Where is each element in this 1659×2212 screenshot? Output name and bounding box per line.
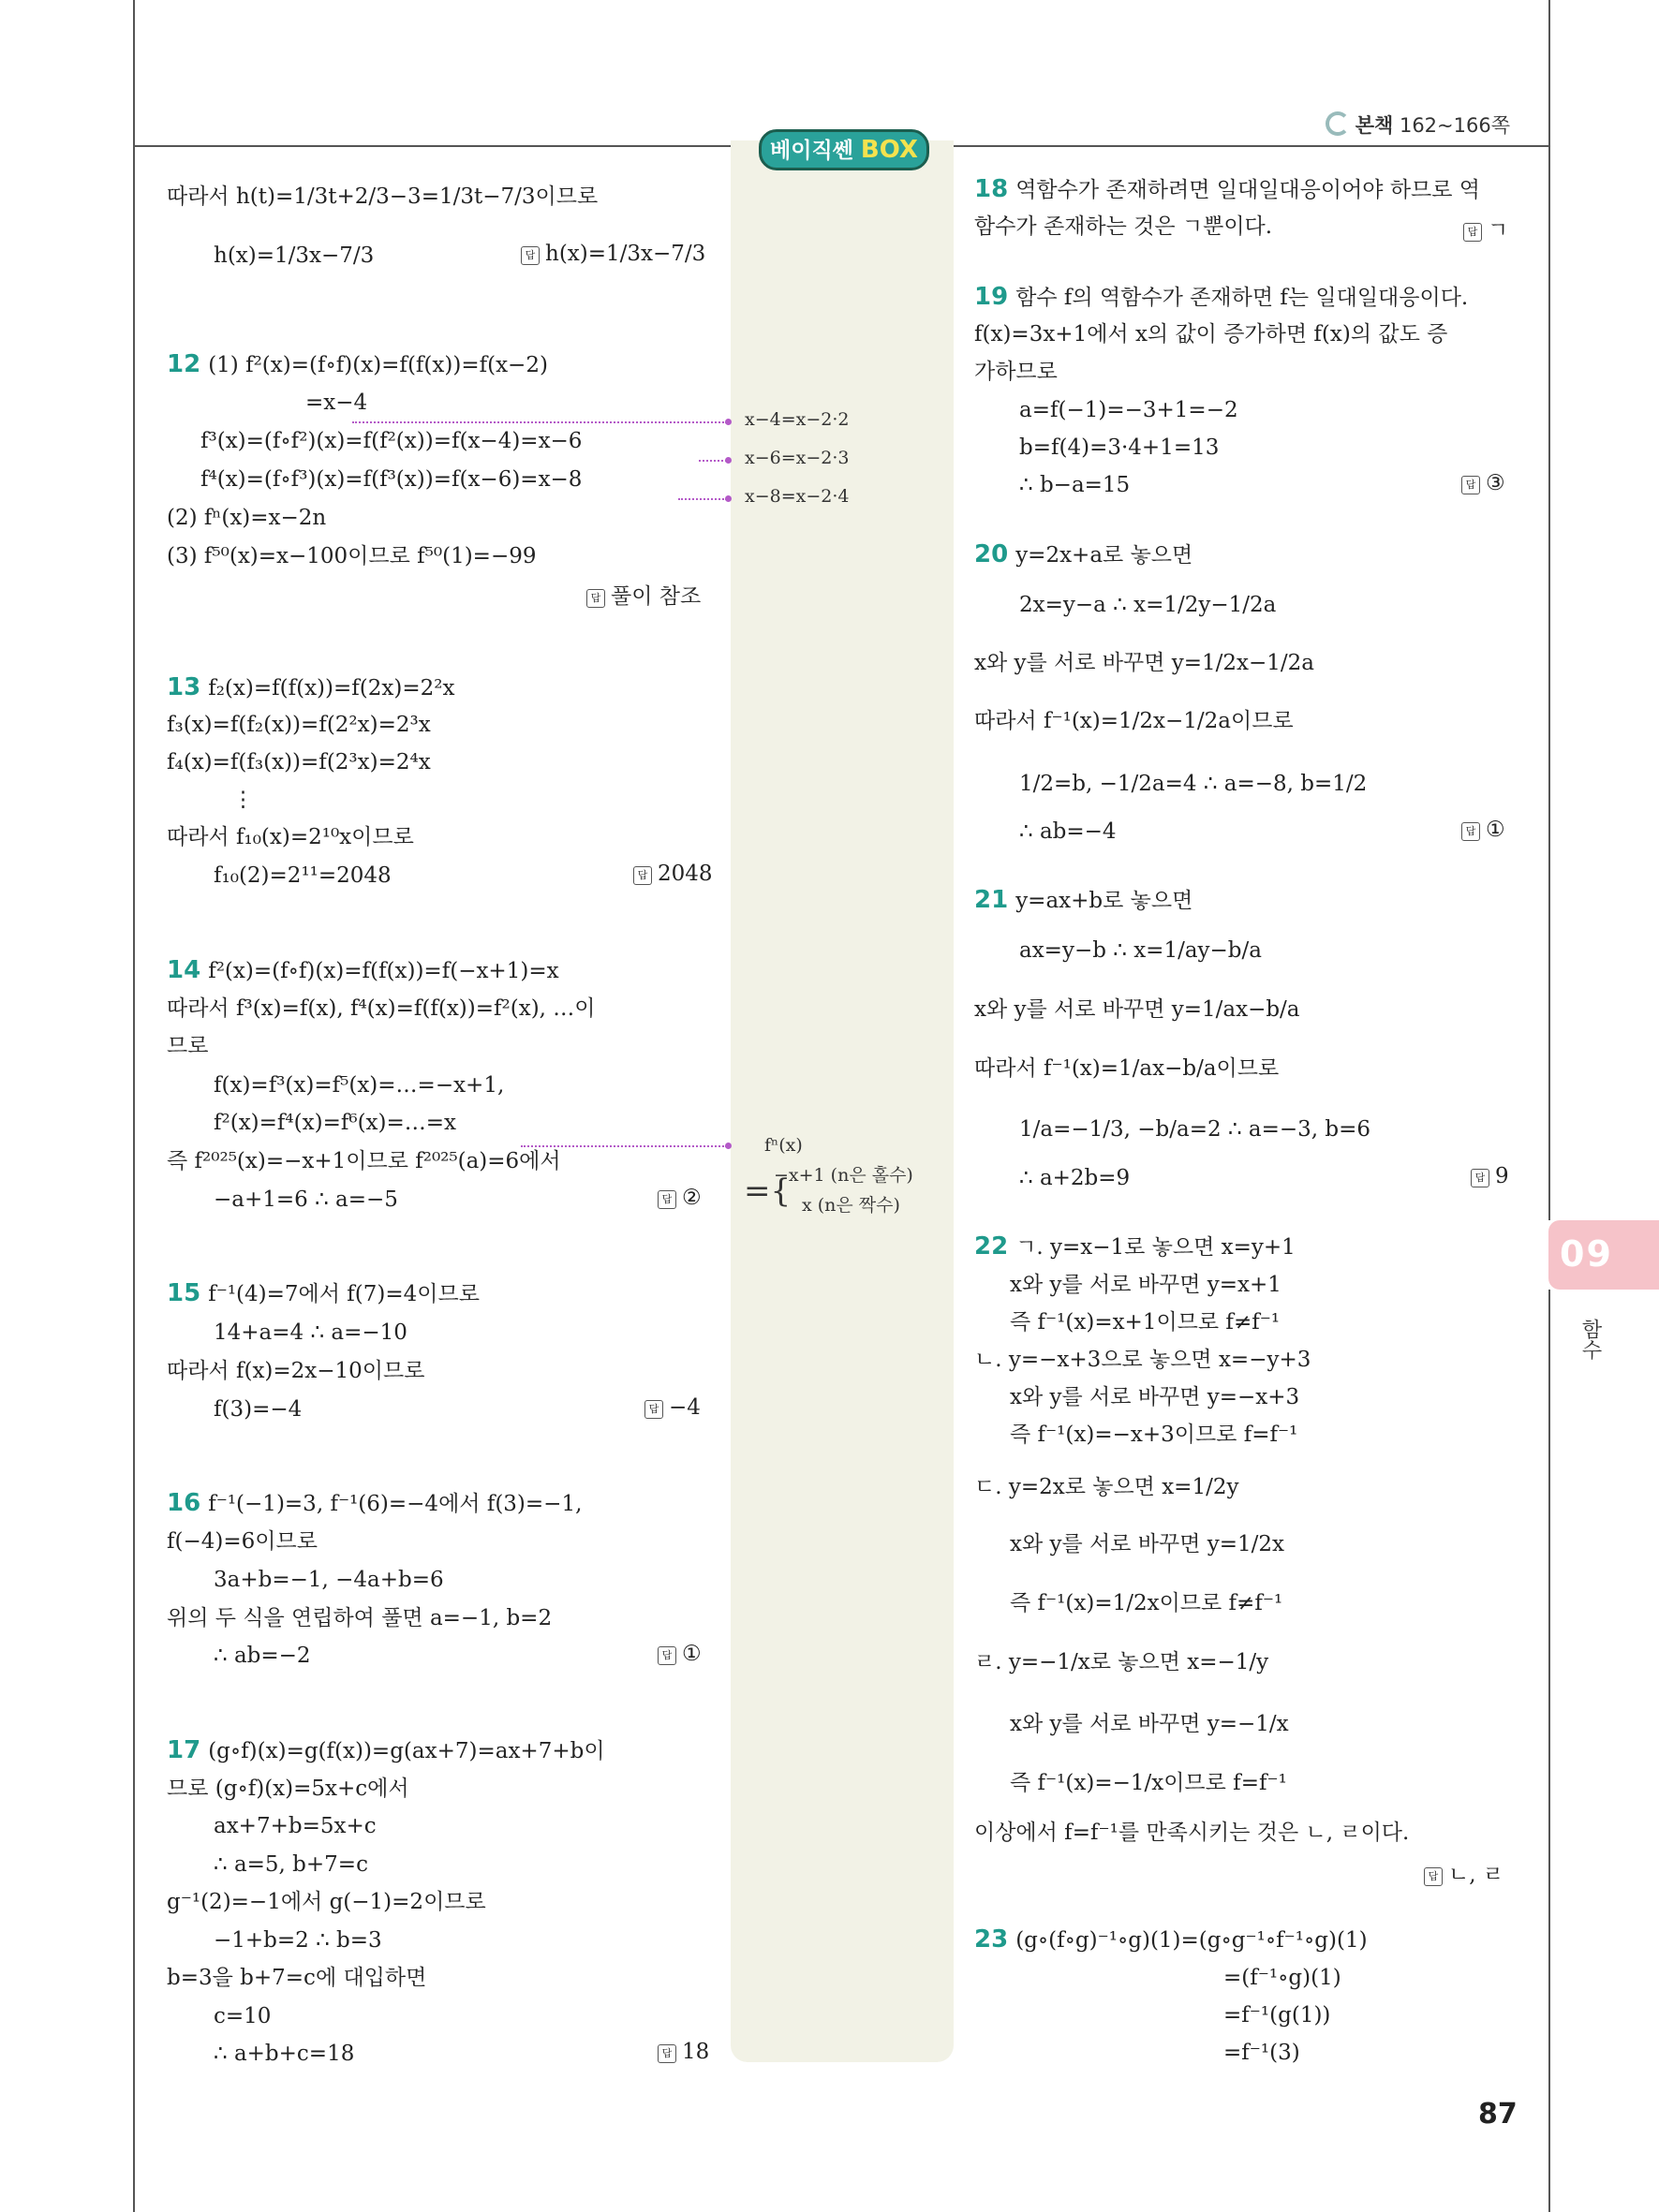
solution-line: 가하므로 [974, 360, 1058, 384]
solution-line: f⁴(x)=(f∘f³)(x)=f(f³(x))=f(x−6)=x−8 [200, 467, 583, 492]
solution-line: 15 f⁻¹(4)=7에서 f(7)=4이므로 [167, 1279, 480, 1307]
left-margin-line [133, 0, 135, 2212]
solution-line: c=10 [214, 2004, 272, 2028]
solution-line: ax=y−b ∴ x=1/ay−b/a [1019, 938, 1262, 963]
box-note: x−4=x−2·2 [745, 409, 850, 430]
solution-line: a=f(−1)=−3+1=−2 [1019, 398, 1238, 422]
solution-line: 1/2=b, −1/2a=4 ∴ a=−8, b=1/2 [1019, 772, 1368, 796]
solution-line: x와 y를 서로 바꾸면 y=1/2x−1/2a [974, 651, 1314, 675]
box-note: x−6=x−2·3 [745, 448, 850, 468]
basic-box-label: 베이직쎈 BOX [759, 129, 929, 170]
solution-line: 따라서 f₁₀(x)=2¹⁰x이므로 [167, 825, 414, 849]
box-note: x (n은 짝수) [802, 1195, 900, 1216]
answer-19: 답 ③ [1461, 471, 1505, 495]
solution-line: 위의 두 식을 연립하여 풀면 a=−1, b=2 [167, 1606, 553, 1630]
solution-line: ∴ a+b+c=18 [214, 2042, 355, 2066]
answer-15: 답 −4 [644, 1395, 701, 1420]
solution-line: f²(x)=f⁴(x)=f⁶(x)=…=x [214, 1111, 457, 1135]
solution-line: 따라서 f⁻¹(x)=1/2x−1/2a이므로 [974, 709, 1294, 733]
connector-line [699, 460, 727, 462]
solution-line: =f⁻¹(g(1)) [1223, 2003, 1331, 2028]
solution-line: f₄(x)=f(f₃(x))=f(2³x)=2⁴x [167, 750, 431, 774]
answer-20: 답 ① [1461, 818, 1505, 842]
solution-line: ∴ ab=−4 [1019, 819, 1117, 844]
solution-line: 므로 (g∘f)(x)=5x+c에서 [167, 1777, 409, 1801]
answer-11: 답 h(x)=1/3x−7/3 [521, 242, 705, 266]
connector-line [521, 1145, 727, 1147]
solution-line: ∴ a+2b=9 [1019, 1166, 1131, 1190]
solution-line: 16 f⁻¹(−1)=3, f⁻¹(6)=−4에서 f(3)=−1, [167, 1489, 583, 1517]
solution-line: =f⁻¹(3) [1223, 2041, 1300, 2065]
solution-line: 18 역함수가 존재하려면 일대일대응이어야 하므로 역 [974, 175, 1481, 203]
solution-line: 함수가 존재하는 것은 ㄱ뿐이다. [974, 214, 1273, 239]
solution-line: x와 y를 서로 바꾸면 y=−1/x [1010, 1712, 1289, 1736]
chapter-title: 함수 [1578, 1319, 1602, 1360]
solution-line: 14+a=4 ∴ a=−10 [214, 1320, 407, 1345]
solution-line: =(f⁻¹∘g)(1) [1223, 1966, 1341, 1990]
solution-line: f(x)=f³(x)=f⁵(x)=…=−x+1, [214, 1073, 505, 1098]
solution-line: 즉 f²⁰²⁵(x)=−x+1이므로 f²⁰²⁵(a)=6에서 [167, 1149, 561, 1173]
solution-line: f(−4)=6이므로 [167, 1529, 318, 1554]
right-margin-line-lower [1548, 1290, 1550, 2212]
solution-line: ㄴ. y=−x+3으로 놓으면 x=−y+3 [974, 1348, 1311, 1372]
solution-line: ∴ a=5, b+7=c [214, 1852, 368, 1877]
solution-line: 따라서 f(x)=2x−10이므로 [167, 1359, 425, 1383]
solution-line: (2) fⁿ(x)=x−2n [167, 506, 327, 530]
chapter-tab[interactable]: 09 [1548, 1220, 1659, 1290]
answer-13: 답 2048 [633, 862, 713, 886]
connector-line [352, 421, 727, 423]
connector-dot [725, 457, 732, 464]
solution-line: ∴ ab=−2 [214, 1644, 311, 1668]
solution-line: 즉 f⁻¹(x)=x+1이므로 f≠f⁻¹ [1010, 1310, 1281, 1335]
solution-line: f(x)=3x+1에서 x의 값이 증가하면 f(x)의 값도 증 [974, 322, 1448, 347]
solution-line: 3a+b=−1, −4a+b=6 [214, 1568, 444, 1592]
solution-line: 22 ㄱ. y=x−1로 놓으면 x=y+1 [974, 1232, 1296, 1261]
solution-line: −a+1=6 ∴ a=−5 [214, 1187, 398, 1212]
solution-line: 13 f₂(x)=f(f(x))=f(2x)=2²x [167, 673, 455, 701]
page-number: 87 [1478, 2098, 1518, 2131]
solution-line: 따라서 f³(x)=f(x), f⁴(x)=f(f(x))=f²(x), …이 [167, 996, 596, 1021]
box-note: fⁿ(x) [764, 1135, 803, 1156]
reference-icon [1326, 111, 1350, 136]
connector-dot [725, 1143, 732, 1149]
page-reference: 본책 162~166쪽 [1326, 111, 1510, 139]
solution-line: 따라서 h(t)=1/3t+2/3−3=1/3t−7/3이므로 [167, 184, 599, 209]
solution-line: f(3)=−4 [214, 1397, 303, 1422]
answer-21: 답 9 [1471, 1164, 1509, 1188]
solution-line: 즉 f⁻¹(x)=−x+3이므로 f=f⁻¹ [1010, 1423, 1298, 1447]
solution-line: 12 (1) f²(x)=(f∘f)(x)=f(f(x))=f(x−2) [167, 350, 548, 378]
solution-line: b=f(4)=3·4+1=13 [1019, 435, 1220, 460]
solution-line: ax+7+b=5x+c [214, 1814, 377, 1838]
solution-line: 따라서 f⁻¹(x)=1/ax−b/a이므로 [974, 1056, 1280, 1081]
box-note: −x+1 (n은 홀수) [774, 1165, 913, 1186]
solution-line: ∴ b−a=15 [1019, 473, 1131, 497]
solution-line: (3) f⁵⁰(x)=x−100이므로 f⁵⁰(1)=−99 [167, 544, 537, 568]
answer-18: 답 ㄱ [1463, 213, 1508, 243]
solution-line: h(x)=1/3x−7/3 [214, 243, 375, 268]
solution-line: =x−4 [305, 391, 368, 415]
answer-17: 답 18 [658, 2040, 709, 2064]
solution-line: 므로 [167, 1034, 209, 1058]
solution-line: g⁻¹(2)=−1에서 g(−1)=2이므로 [167, 1890, 486, 1914]
solution-line: 21 y=ax+b로 놓으면 [974, 886, 1193, 914]
solution-line: f³(x)=(f∘f²)(x)=f(f²(x))=f(x−4)=x−6 [200, 429, 583, 453]
solution-line: x와 y를 서로 바꾸면 y=1/2x [1010, 1532, 1284, 1556]
solution-line: 즉 f⁻¹(x)=−1/x이므로 f=f⁻¹ [1010, 1771, 1287, 1795]
solution-line: b=3을 b+7=c에 대입하면 [167, 1966, 427, 1990]
box-note: x−8=x−2·4 [745, 486, 850, 507]
solution-line: ⋮ [232, 788, 254, 812]
solution-line: 2x=y−a ∴ x=1/2y−1/2a [1019, 593, 1277, 617]
box-brace: ={ [744, 1172, 792, 1210]
solution-line: x와 y를 서로 바꾸면 y=1/ax−b/a [974, 997, 1300, 1022]
solution-line: 1/a=−1/3, −b/a=2 ∴ a=−3, b=6 [1019, 1117, 1371, 1142]
solution-line: −1+b=2 ∴ b=3 [214, 1928, 382, 1953]
connector-line [678, 498, 727, 500]
solution-line: ㄹ. y=−1/x로 놓으면 x=−1/y [974, 1650, 1269, 1674]
solution-line: x와 y를 서로 바꾸면 y=x+1 [1010, 1273, 1281, 1297]
solution-line: 20 y=2x+a로 놓으면 [974, 540, 1193, 568]
solution-line: 이상에서 f=f⁻¹를 만족시키는 것은 ㄴ, ㄹ이다. [974, 1821, 1410, 1845]
solution-line: 17 (g∘f)(x)=g(f(x))=g(ax+7)=ax+7+b이 [167, 1736, 605, 1764]
solution-line: 14 f²(x)=(f∘f)(x)=f(f(x))=f(−x+1)=x [167, 956, 559, 984]
solution-line: f₁₀(2)=2¹¹=2048 [214, 863, 392, 888]
solution-line: ㄷ. y=2x로 놓으면 x=1/2y [974, 1475, 1239, 1499]
answer-12: 답 풀이 참조 [586, 579, 701, 610]
answer-16: 답 ① [658, 1642, 702, 1666]
solution-line: x와 y를 서로 바꾸면 y=−x+3 [1010, 1385, 1300, 1409]
solution-line: 즉 f⁻¹(x)=1/2x이므로 f≠f⁻¹ [1010, 1591, 1283, 1615]
connector-dot [725, 419, 732, 425]
solution-line: 19 함수 f의 역함수가 존재하면 f는 일대일대응이다. [974, 283, 1469, 311]
answer-14: 답 ② [658, 1186, 702, 1210]
solution-line: f₃(x)=f(f₂(x))=f(2²x)=2³x [167, 713, 431, 737]
solution-line: 23 (g∘(f∘g)⁻¹∘g)(1)=(g∘g⁻¹∘f⁻¹∘g)(1) [974, 1925, 1368, 1954]
right-margin-line [1548, 0, 1550, 1220]
answer-22: 답 ㄴ, ㄹ [1424, 1857, 1503, 1888]
connector-dot [725, 495, 732, 502]
